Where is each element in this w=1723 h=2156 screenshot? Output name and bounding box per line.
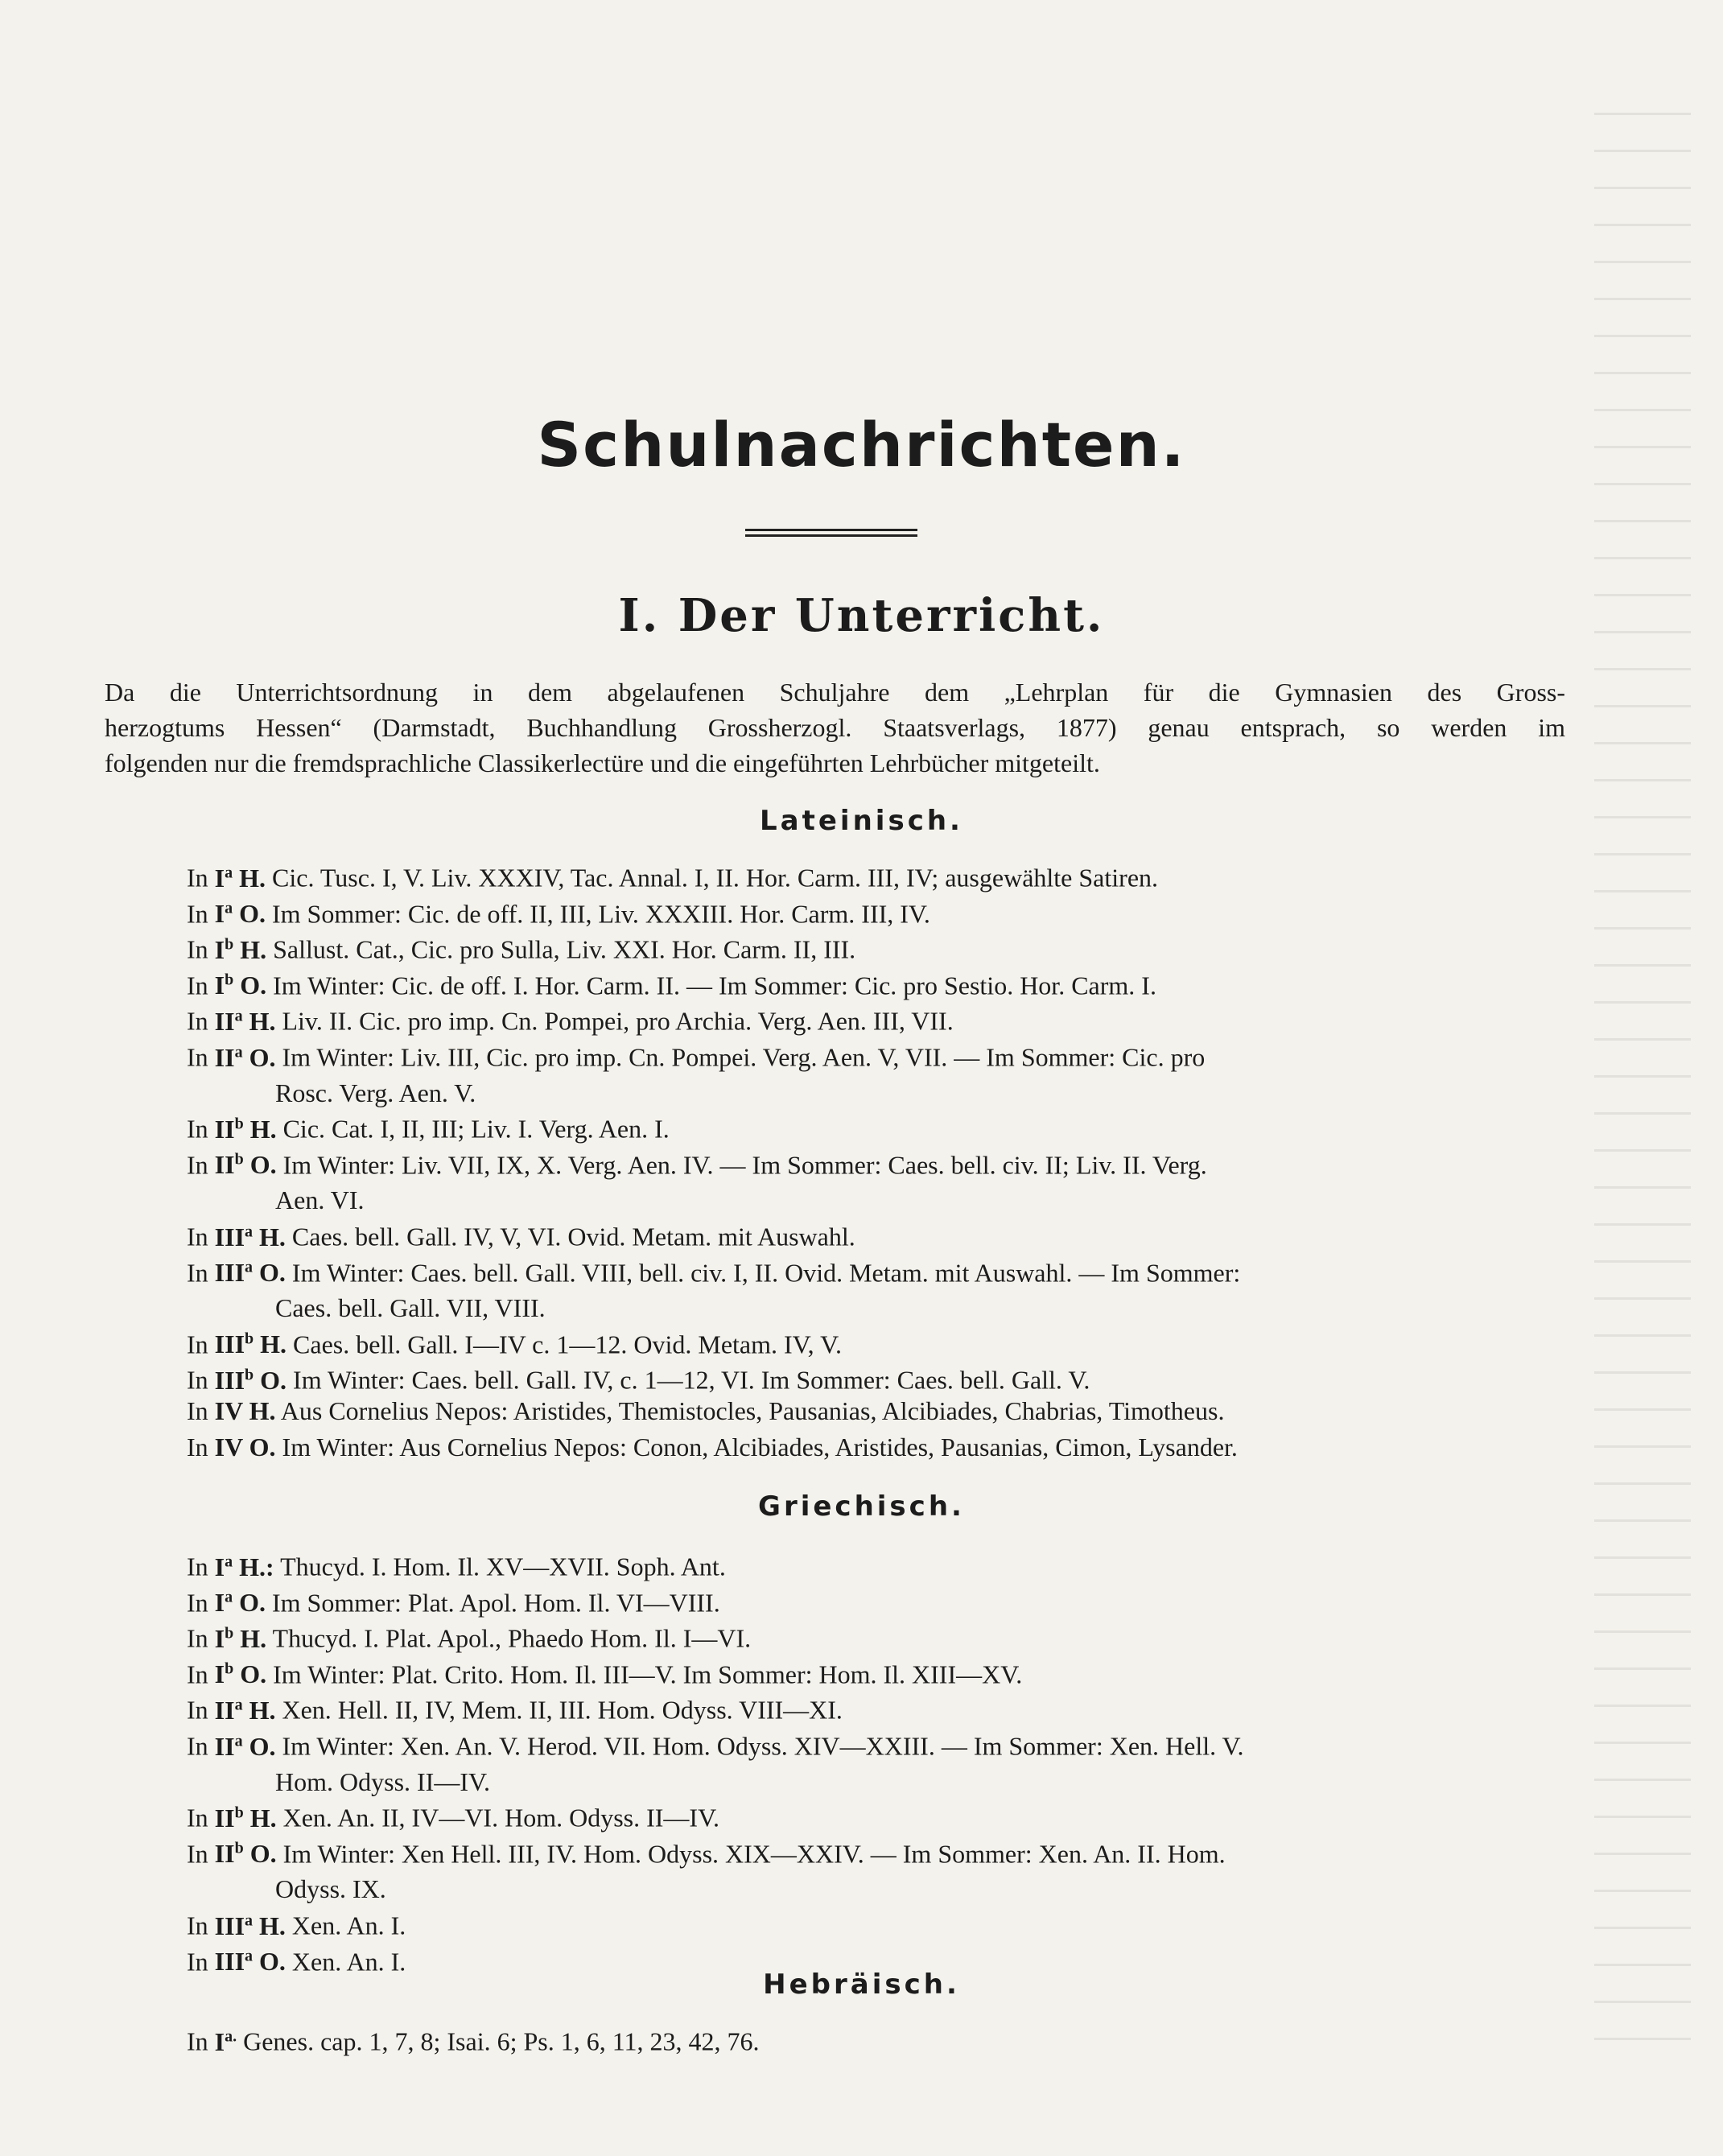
entry-continuation: Odyss. IX. xyxy=(275,1874,386,1904)
class-label xyxy=(215,1396,276,1425)
class-name: I xyxy=(214,2026,225,2056)
class-name: III xyxy=(214,1911,245,1940)
entry-prefix: In xyxy=(187,1552,215,1581)
class-section: O. xyxy=(233,971,267,1000)
class-division: a xyxy=(234,1043,243,1061)
intro-line: Da die Unterrichtsordnung in dem abgelaufenen Schuljahre dem „Lehrplan für die Gymnasien des Gross- xyxy=(105,678,1565,707)
class-label xyxy=(215,1624,266,1653)
entry-continuation: Aen. VI. xyxy=(275,1185,365,1215)
entry-text: Caes. bell. Gall. I—IV c. 1—12. Ovid. Metam. IV, V. xyxy=(286,1329,843,1359)
class-division: a xyxy=(225,899,233,917)
class-label xyxy=(215,1433,276,1461)
greek-entry xyxy=(187,1795,1571,1836)
entry-prefix: In xyxy=(187,1947,215,1977)
entry-prefix: In xyxy=(187,1432,215,1461)
title-rule-top xyxy=(745,529,917,531)
class-division: b xyxy=(234,1115,244,1133)
class-label xyxy=(215,1659,266,1688)
class-section: H. xyxy=(253,1222,286,1251)
class-name: I xyxy=(214,971,225,1000)
entry-prefix: In xyxy=(187,1007,215,1037)
latin-entry xyxy=(187,855,1571,896)
latin-entry xyxy=(187,1393,1571,1428)
class-name: I xyxy=(214,934,225,964)
class-label xyxy=(215,1366,286,1395)
latin-entry xyxy=(187,1034,1571,1111)
class-name: III xyxy=(214,1329,245,1359)
class-section: O. xyxy=(254,1366,287,1395)
class-section: O. xyxy=(253,1258,286,1288)
class-label xyxy=(215,971,266,1000)
class-name: I xyxy=(214,863,225,892)
class-name: II xyxy=(214,1114,235,1144)
class-label xyxy=(215,1911,286,1940)
class-name: II xyxy=(214,1007,235,1037)
class-division: a xyxy=(234,1696,243,1714)
latin-entry xyxy=(187,926,1571,967)
class-label xyxy=(215,899,266,928)
class-section: H. xyxy=(242,1396,276,1425)
class-name: II xyxy=(214,1042,235,1072)
latin-entry xyxy=(187,1321,1571,1362)
class-division: a xyxy=(225,1552,233,1570)
class-label xyxy=(215,1115,277,1144)
class-label xyxy=(215,1329,286,1358)
title-rule-bottom xyxy=(745,534,917,537)
class-label xyxy=(215,1804,277,1832)
class-section: H. xyxy=(242,1007,276,1037)
entry-text: Im Winter: Xen Hell. III, IV. Hom. Odyss. XIX—XXIV. — Im Sommer: Xen. An. II. Hom. xyxy=(276,1839,1226,1869)
class-name: III xyxy=(214,1222,245,1251)
entry-text: Im Winter: Caes. bell. Gall. IV, c. 1—12, VI. Im Sommer: Caes. bell. Gall. V. xyxy=(286,1366,1090,1395)
entry-text: Sallust. Cat., Cic. pro Sulla, Liv. XXI. Hor. Carm. II, III. xyxy=(266,934,856,964)
class-section: H.: xyxy=(233,1552,274,1581)
greek-entry xyxy=(187,1544,1571,1585)
class-label xyxy=(215,1839,277,1868)
class-label xyxy=(215,1552,274,1581)
class-division: b xyxy=(234,1839,244,1857)
class-section: O. xyxy=(233,1659,267,1689)
class-division: b xyxy=(225,971,234,989)
latin-entry xyxy=(187,891,1571,932)
class-division: a xyxy=(245,1222,254,1240)
heading-greek: Griechisch. xyxy=(758,1490,965,1523)
class-division: a xyxy=(225,1588,233,1606)
class-section: H. xyxy=(233,1623,267,1653)
entry-text: Im Winter: Aus Cornelius Nepos: Conon, Alcibiades, Aristides, Pausanias, Cimon, Lysander. xyxy=(275,1432,1238,1461)
class-division: b xyxy=(234,1804,244,1822)
class-section: H. xyxy=(233,934,267,964)
class-section: O. xyxy=(242,1432,276,1461)
entry-continuation: Hom. Odyss. II—IV. xyxy=(275,1766,490,1796)
entry-text: Thucyd. I. Hom. Il. XV—XVII. Soph. Ant. xyxy=(274,1552,726,1581)
latin-entry xyxy=(187,963,1571,1004)
class-label xyxy=(215,1043,276,1072)
class-section: H. xyxy=(254,1329,287,1359)
entry-text: Liv. II. Cic. pro imp. Cn. Pompei, pro Archia. Verg. Aen. III, VII. xyxy=(275,1007,954,1037)
class-name: II xyxy=(214,1839,235,1869)
class-section: O. xyxy=(242,1042,276,1072)
class-section: O. xyxy=(242,1731,276,1761)
latin-entry xyxy=(187,1250,1571,1326)
class-label xyxy=(215,1696,276,1725)
entry-prefix: In xyxy=(187,1623,215,1653)
entry-text: Thucyd. I. Plat. Apol., Phaedo Hom. Il. I—VI. xyxy=(266,1623,752,1653)
class-name: IV xyxy=(214,1396,243,1425)
class-name: I xyxy=(214,1588,225,1618)
entry-prefix: In xyxy=(187,1696,215,1725)
latin-entry xyxy=(187,1106,1571,1147)
class-label xyxy=(215,1222,286,1251)
class-label xyxy=(215,1150,277,1179)
class-name: II xyxy=(214,1150,235,1180)
entry-prefix: In xyxy=(187,1366,215,1395)
entry-prefix: In xyxy=(187,1329,215,1359)
class-division: b xyxy=(245,1329,254,1348)
class-name: III xyxy=(214,1366,245,1395)
entry-prefix: In xyxy=(187,1396,215,1425)
class-division: b xyxy=(245,1366,254,1384)
heading-hebrew: Hebräisch. xyxy=(763,1968,960,2001)
class-division: a. xyxy=(225,2027,237,2045)
entry-prefix: In xyxy=(187,899,215,929)
entry-text: Im Winter: Cic. de off. I. Hor. Carm. II. — Im Sommer: Cic. pro Sestio. Hor. Carm. I. xyxy=(266,971,1156,1000)
entry-text: Cic. Cat. I, II, III; Liv. I. Verg. Aen. I. xyxy=(276,1114,670,1144)
latin-entry xyxy=(187,1142,1571,1218)
entry-prefix: In xyxy=(187,1114,215,1144)
show-through-texture xyxy=(1594,113,1691,2044)
class-name: I xyxy=(214,1659,225,1689)
intro-line: herzogtums Hessen“ (Darmstadt, Buchhandlung Grossherzogl. Staatsverlags, 1877) genau entsprach, so werden im xyxy=(105,713,1565,742)
class-division: a xyxy=(234,1732,243,1750)
entry-text: Im Sommer: Cic. de off. II, III, Liv. XXXIII. Hor. Carm. III, IV. xyxy=(266,899,930,929)
class-name: I xyxy=(214,899,225,929)
entry-text: Cic. Tusc. I, V. Liv. XXXIV, Tac. Annal. I, II. Hor. Carm. III, IV; ausgewählte Satiren. xyxy=(266,863,1159,892)
entry-prefix: In xyxy=(187,1258,215,1288)
class-label xyxy=(215,935,266,964)
class-division: a xyxy=(245,1947,254,1965)
entry-text: Xen. An. I. xyxy=(285,1911,406,1940)
class-section: H. xyxy=(253,1911,286,1940)
class-division: b xyxy=(225,1659,234,1678)
latin-entry xyxy=(187,1357,1571,1398)
entry-text: Im Sommer: Plat. Apol. Hom. Il. VI—VIII. xyxy=(266,1588,720,1618)
entry-prefix: In xyxy=(187,2026,215,2056)
entry-text: Im Winter: Xen. An. V. Herod. VII. Hom. Odyss. XIV—XXIII. — Im Sommer: Xen. Hell. V. xyxy=(275,1731,1244,1761)
class-section: H. xyxy=(242,1696,276,1725)
class-name: III xyxy=(214,1947,245,1977)
hebrew-entry xyxy=(187,2018,1571,2059)
entry-text: Xen. An. I. xyxy=(285,1947,406,1977)
entry-text: Im Winter: Liv. VII, IX, X. Verg. Aen. IV. — Im Sommer: Caes. bell. civ. II; Liv. II. Verg. xyxy=(276,1150,1207,1180)
intro-line: folgenden nur die fremdsprachliche Classikerlectüre und die eingeführten Lehrbücher mitgeteilt. xyxy=(105,748,1100,777)
entry-continuation: Caes. bell. Gall. VII, VIII. xyxy=(275,1293,546,1323)
class-section: O. xyxy=(253,1947,286,1977)
entry-text: Xen. Hell. II, IV, Mem. II, III. Hom. Odyss. VIII—XI. xyxy=(275,1696,843,1725)
class-section: H. xyxy=(233,863,266,892)
class-division: a xyxy=(245,1911,254,1929)
entry-prefix: In xyxy=(187,934,215,964)
entry-text: Im Winter: Caes. bell. Gall. VIII, bell. civ. I, II. Ovid. Metam. mit Auswahl. — Im Sommer: xyxy=(285,1258,1241,1288)
class-section: O. xyxy=(233,1588,266,1618)
class-section: O. xyxy=(233,899,266,929)
class-division: a xyxy=(245,1258,254,1276)
latin-entry xyxy=(187,998,1571,1039)
class-division: b xyxy=(225,1624,234,1643)
class-division: a xyxy=(234,1007,243,1025)
class-name: III xyxy=(214,1258,245,1288)
class-division: a xyxy=(225,864,233,881)
class-section: O. xyxy=(243,1839,277,1869)
entry-continuation: Rosc. Verg. Aen. V. xyxy=(275,1078,476,1107)
class-name: II xyxy=(214,1731,235,1761)
heading-latin: Lateinisch. xyxy=(760,805,963,837)
entry-prefix: In xyxy=(187,1839,215,1869)
class-label xyxy=(215,1588,266,1617)
greek-entry xyxy=(187,1580,1571,1621)
greek-entry xyxy=(187,1723,1571,1799)
class-section: H. xyxy=(243,1803,277,1832)
class-label xyxy=(215,2027,237,2056)
class-label xyxy=(215,1732,276,1761)
latin-entry xyxy=(187,1429,1571,1465)
entry-text: Im Winter: Plat. Crito. Hom. Il. III—V. Im Sommer: Hom. Il. XIII—XV. xyxy=(266,1659,1023,1689)
greek-entry xyxy=(187,1902,1571,1944)
page-title: Schulnachrichten. xyxy=(537,409,1186,480)
entry-text: Im Winter: Liv. III, Cic. pro imp. Cn. Pompei. Verg. Aen. V, VII. — Im Sommer: Cic. pro xyxy=(275,1042,1206,1072)
class-division: b xyxy=(225,935,234,954)
greek-entry xyxy=(187,1651,1571,1692)
entry-prefix: In xyxy=(187,1222,215,1251)
class-section: H. xyxy=(243,1114,277,1144)
class-name: I xyxy=(214,1623,225,1653)
greek-entry xyxy=(187,1687,1571,1728)
entry-prefix: In xyxy=(187,1042,215,1072)
entry-prefix: In xyxy=(187,1911,215,1940)
class-label xyxy=(215,864,266,892)
section-title: I. Der Unterricht. xyxy=(618,589,1105,642)
entry-prefix: In xyxy=(187,1803,215,1832)
intro-paragraph xyxy=(105,674,1565,781)
entry-text: Genes. cap. 1, 7, 8; Isai. 6; Ps. 1, 6, 11, 23, 42, 76. xyxy=(237,2026,760,2056)
entry-prefix: In xyxy=(187,1731,215,1761)
entry-text: Caes. bell. Gall. IV, V, VI. Ovid. Metam. mit Auswahl. xyxy=(285,1222,855,1251)
class-label xyxy=(215,1258,286,1287)
entry-prefix: In xyxy=(187,1150,215,1180)
entry-prefix: In xyxy=(187,1659,215,1689)
entry-text: Xen. An. II, IV—VI. Hom. Odyss. II—IV. xyxy=(276,1803,720,1832)
class-label xyxy=(215,1007,276,1036)
entry-text: Aus Cornelius Nepos: Aristides, Themistocles, Pausanias, Alcibiades, Chabrias, Timotheus. xyxy=(275,1396,1225,1425)
class-name: II xyxy=(214,1803,235,1832)
entry-prefix: In xyxy=(187,1588,215,1618)
class-name: I xyxy=(214,1552,225,1581)
class-section: O. xyxy=(243,1150,277,1180)
class-name: IV xyxy=(214,1432,243,1461)
greek-entry xyxy=(187,1831,1571,1907)
entry-prefix: In xyxy=(187,863,215,892)
entry-prefix: In xyxy=(187,971,215,1000)
class-name: II xyxy=(214,1696,235,1725)
latin-entry xyxy=(187,1214,1571,1255)
greek-entry xyxy=(187,1615,1571,1656)
class-division: b xyxy=(234,1150,244,1169)
